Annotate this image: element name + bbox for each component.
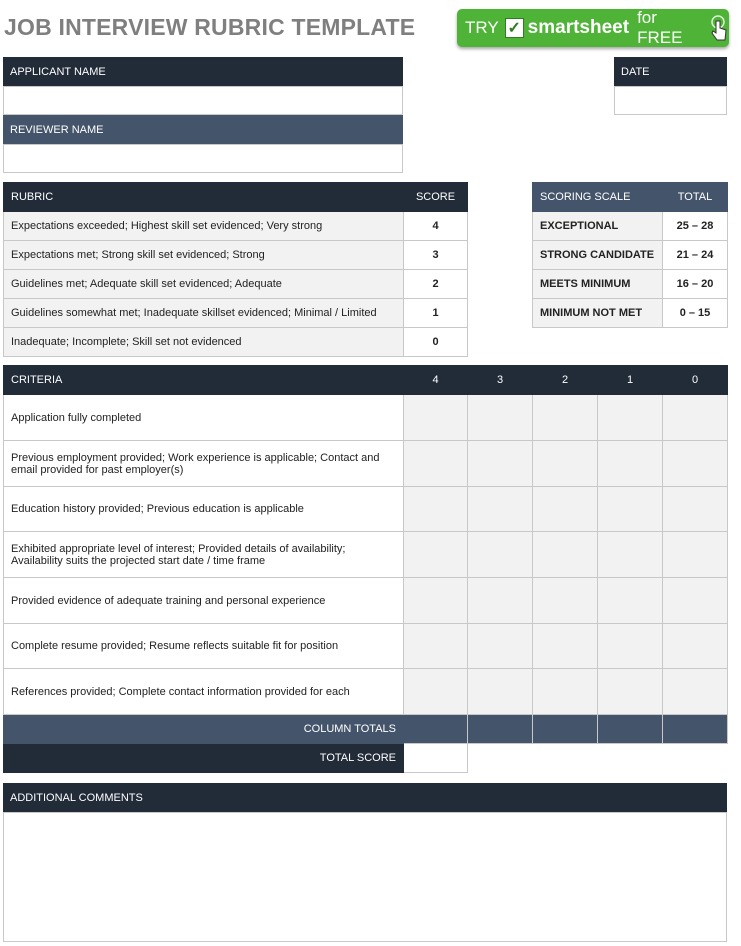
reviewer-name-field[interactable] <box>3 144 403 173</box>
date-label: DATE <box>614 57 727 86</box>
score-cell[interactable] <box>663 395 728 441</box>
rubric-score: 2 <box>404 270 468 299</box>
total-score-label: TOTAL SCORE <box>4 744 404 773</box>
score-cell[interactable] <box>468 441 533 487</box>
column-totals-label: COLUMN TOTALS <box>4 715 404 744</box>
total-header: TOTAL <box>663 183 728 212</box>
scoring-label: EXCEPTIONAL <box>533 212 663 241</box>
score-cell[interactable] <box>533 624 598 669</box>
scoring-range: 0 – 15 <box>663 299 728 328</box>
criteria-row <box>4 487 728 532</box>
rubric-desc: Guidelines met; Adequate skill set evidenced; Adequate <box>4 270 404 299</box>
reviewer-name-label: REVIEWER NAME <box>3 115 403 144</box>
score-cell[interactable] <box>468 487 533 532</box>
scoring-row <box>533 299 728 328</box>
score-header: SCORE <box>404 183 468 212</box>
applicant-name-field[interactable] <box>3 86 403 115</box>
criteria-text: Exhibited appropriate level of interest; Provided details of availability; Availability suits the projected start date / time frame <box>4 532 404 578</box>
rubric-desc: Expectations exceeded; Highest skill set evidenced; Very strong <box>4 212 404 241</box>
score-col-header: 1 <box>598 366 663 395</box>
score-cell[interactable] <box>663 487 728 532</box>
criteria-row <box>4 532 728 578</box>
criteria-table <box>3 365 728 773</box>
column-total-cell <box>468 715 533 744</box>
scoring-label: STRONG CANDIDATE <box>533 241 663 270</box>
score-cell[interactable] <box>468 395 533 441</box>
score-cell[interactable] <box>598 395 663 441</box>
additional-comments-label: ADDITIONAL COMMENTS <box>3 783 727 812</box>
criteria-text: References provided; Complete contact information provided for each <box>4 669 404 715</box>
score-cell[interactable] <box>468 532 533 578</box>
column-total-cell <box>598 715 663 744</box>
rubric-score: 4 <box>404 212 468 241</box>
score-col-header: 2 <box>533 366 598 395</box>
rubric-row <box>4 270 468 299</box>
criteria-text: Provided evidence of adequate training and personal experience <box>4 578 404 624</box>
column-total-cell <box>404 715 468 744</box>
score-cell[interactable] <box>663 624 728 669</box>
score-cell[interactable] <box>598 669 663 715</box>
score-cell[interactable] <box>404 532 468 578</box>
score-cell[interactable] <box>468 578 533 624</box>
column-total-cell <box>533 715 598 744</box>
rubric-score: 1 <box>404 299 468 328</box>
score-cell[interactable] <box>598 532 663 578</box>
page-title: JOB INTERVIEW RUBRIC TEMPLATE <box>4 14 416 40</box>
criteria-header: CRITERIA <box>4 366 404 395</box>
rubric-desc: Guidelines somewhat met; Inadequate skillset evidenced; Minimal / Limited <box>4 299 404 328</box>
score-cell[interactable] <box>598 487 663 532</box>
rubric-desc: Inadequate; Incomplete; Skill set not evidenced <box>4 328 404 357</box>
rubric-row <box>4 328 468 357</box>
score-cell[interactable] <box>404 669 468 715</box>
score-cell[interactable] <box>468 669 533 715</box>
rubric-desc: Expectations met; Strong skill set evidenced; Strong <box>4 241 404 270</box>
score-cell[interactable] <box>404 395 468 441</box>
criteria-row <box>4 578 728 624</box>
hand-cursor-icon <box>707 13 729 43</box>
score-cell[interactable] <box>404 487 468 532</box>
score-cell[interactable] <box>598 578 663 624</box>
rubric-header: RUBRIC <box>4 183 404 212</box>
score-cell[interactable] <box>663 669 728 715</box>
rubric-score: 0 <box>404 328 468 357</box>
score-cell[interactable] <box>404 441 468 487</box>
score-cell[interactable] <box>598 624 663 669</box>
check-icon: ✓ <box>505 18 524 38</box>
scoring-label: MEETS MINIMUM <box>533 270 663 299</box>
criteria-row <box>4 669 728 715</box>
try-label: TRY <box>465 18 499 37</box>
scoring-row <box>533 270 728 299</box>
scoring-range: 21 – 24 <box>663 241 728 270</box>
rubric-row <box>4 299 468 328</box>
total-score-row <box>4 744 728 773</box>
criteria-text: Education history provided; Previous education is applicable <box>4 487 404 532</box>
column-totals-row <box>4 715 728 744</box>
score-col-header: 0 <box>663 366 728 395</box>
free-label: for FREE <box>637 8 683 47</box>
score-cell[interactable] <box>533 487 598 532</box>
total-score-cell <box>404 744 468 773</box>
scoring-scale-table <box>532 182 728 328</box>
criteria-row <box>4 395 728 441</box>
score-cell[interactable] <box>533 441 598 487</box>
criteria-text: Complete resume provided; Resume reflects suitable fit for position <box>4 624 404 669</box>
score-cell[interactable] <box>404 624 468 669</box>
score-cell[interactable] <box>533 669 598 715</box>
rubric-score: 3 <box>404 241 468 270</box>
score-cell[interactable] <box>533 532 598 578</box>
score-cell[interactable] <box>533 395 598 441</box>
scoring-label: MINIMUM NOT MET <box>533 299 663 328</box>
score-cell[interactable] <box>663 532 728 578</box>
score-cell[interactable] <box>663 441 728 487</box>
score-cell[interactable] <box>598 441 663 487</box>
score-cell[interactable] <box>663 578 728 624</box>
score-col-header: 3 <box>468 366 533 395</box>
criteria-row <box>4 624 728 669</box>
rubric-row <box>4 212 468 241</box>
criteria-row <box>4 441 728 487</box>
score-cell[interactable] <box>468 624 533 669</box>
scoring-scale-header: SCORING SCALE <box>533 183 663 212</box>
criteria-text: Previous employment provided; Work experience is applicable; Contact and email provided for past employer(s) <box>4 441 404 487</box>
scoring-row <box>533 241 728 270</box>
applicant-name-label: APPLICANT NAME <box>3 57 403 86</box>
try-smartsheet-button[interactable] <box>457 9 729 47</box>
score-col-header: 4 <box>404 366 468 395</box>
criteria-text: Application fully completed <box>4 395 404 441</box>
additional-comments-field[interactable] <box>3 812 727 942</box>
brand-label: smartsheet <box>527 17 630 38</box>
scoring-range: 16 – 20 <box>663 270 728 299</box>
rubric-table <box>3 182 468 357</box>
scoring-row <box>533 212 728 241</box>
scoring-range: 25 – 28 <box>663 212 728 241</box>
rubric-row <box>4 241 468 270</box>
score-cell[interactable] <box>404 578 468 624</box>
column-total-cell <box>663 715 728 744</box>
date-field[interactable] <box>614 86 727 115</box>
score-cell[interactable] <box>533 578 598 624</box>
